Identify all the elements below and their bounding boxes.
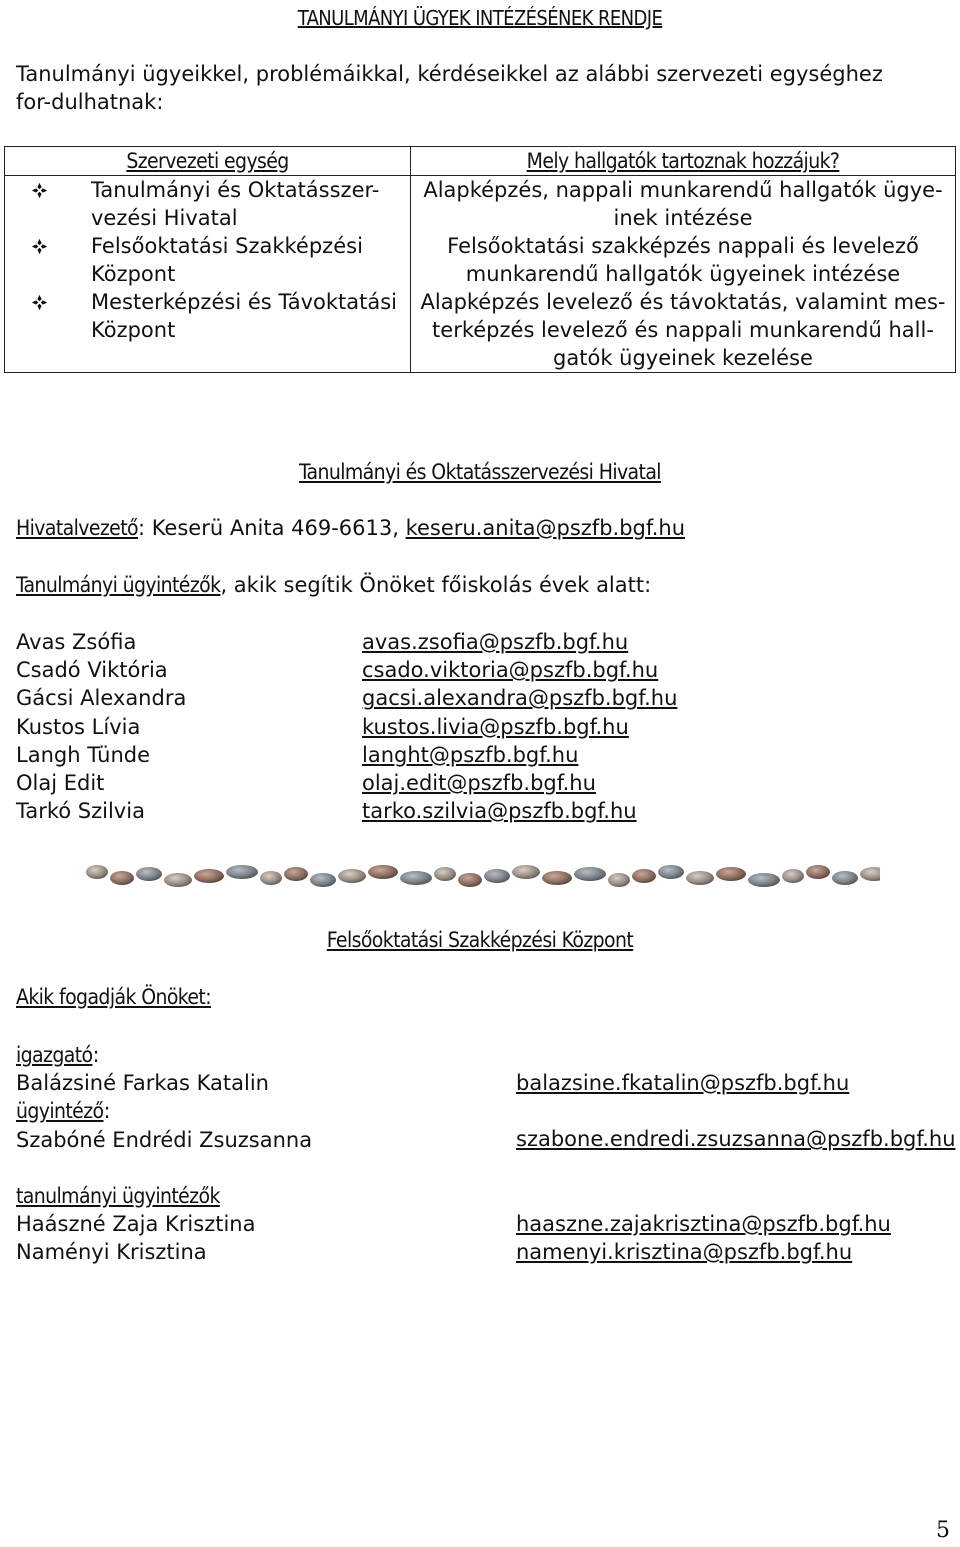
email-link[interactable]: namenyi.krisztina@pszfb.bgf.hu bbox=[516, 1240, 853, 1265]
head-label: Hivatalvezető bbox=[16, 516, 138, 540]
email-link[interactable]: langht@pszfb.bgf.hu bbox=[362, 742, 579, 767]
email-link[interactable]: olaj.edit@pszfb.bgf.hu bbox=[362, 771, 596, 796]
unit-name: Mesterképzési és Távoktatási Központ bbox=[91, 290, 397, 342]
diamond-bullet-icon bbox=[31, 232, 91, 288]
toh-staff-names bbox=[16, 628, 186, 825]
stone bbox=[400, 871, 432, 885]
table-row bbox=[5, 176, 956, 233]
stone bbox=[632, 869, 656, 883]
unit-cell bbox=[5, 288, 411, 373]
table-row bbox=[5, 232, 956, 288]
unit-name: Felsőoktatási Szakképzési Központ bbox=[91, 234, 363, 286]
stone bbox=[110, 871, 134, 885]
page-number: 5 bbox=[936, 1518, 950, 1543]
list-item: Csadó Viktória bbox=[16, 658, 168, 683]
document-title: TANULMÁNYI ÜGYEK INTÉZÉSÉNEK RENDJE bbox=[297, 6, 663, 30]
staff-suffix: , akik segítik Önöket főiskolás évek alatt: bbox=[220, 573, 652, 597]
unit-cell bbox=[5, 232, 411, 288]
table-row bbox=[5, 288, 956, 373]
students-cell: Alapképzés levelező és távoktatás, valamint mes-terképzés levelező és nappali munkarendű hall-gatók ügyeinek kezelése bbox=[411, 288, 956, 373]
students-cell: Alapképzés, nappali munkarendű hallgatók ügye-inek intézése bbox=[411, 176, 956, 233]
head-email-link[interactable]: keseru.anita@pszfb.bgf.hu bbox=[405, 516, 686, 540]
stone bbox=[574, 867, 606, 881]
toh-title: Tanulmányi és Oktatásszervezési Hivatal bbox=[299, 460, 661, 484]
stone bbox=[136, 867, 162, 881]
colon: : bbox=[92, 1043, 100, 1067]
stone bbox=[194, 869, 224, 883]
stone bbox=[368, 865, 398, 879]
fszk-title: Felsőoktatási Szakképzési Központ bbox=[326, 928, 634, 952]
stone bbox=[434, 867, 456, 881]
diamond-bullet-icon bbox=[31, 288, 91, 344]
stone bbox=[806, 865, 830, 879]
diamond-bullet-icon bbox=[31, 176, 91, 232]
email-link[interactable]: gacsi.alexandra@pszfb.bgf.hu bbox=[362, 686, 678, 711]
head-value: : Keserü Anita 469-6613, bbox=[137, 516, 406, 540]
email-link[interactable]: kustos.livia@pszfb.bgf.hu bbox=[362, 714, 629, 739]
stone bbox=[338, 869, 366, 883]
stone bbox=[860, 867, 880, 881]
table-header-row bbox=[5, 147, 956, 176]
students-cell: Felsőoktatási szakképzés nappali és levelező munkarendű hallgatók ügyeinek intézése bbox=[411, 232, 956, 288]
email-link[interactable]: tarko.szilvia@pszfb.bgf.hu bbox=[362, 799, 637, 824]
stone bbox=[164, 873, 192, 887]
header-students: Mely hallgatók tartoznak hozzájuk? bbox=[411, 147, 956, 176]
stone bbox=[226, 865, 258, 879]
stone bbox=[310, 873, 336, 887]
director-email-link[interactable]: balazsine.fkatalin@pszfb.bgf.hu bbox=[516, 1071, 850, 1095]
intro-text: Tanulmányi ügyeikkel, problémáikkal, kérdéseikkel az alábbi szervezeti egységhez for-dulhatnak: bbox=[16, 62, 883, 114]
stone bbox=[748, 873, 780, 887]
clerk-name: Szabóné Endrédi Zsuzsanna bbox=[16, 1127, 313, 1152]
stone bbox=[658, 865, 684, 879]
list-item: Naményi Krisztina bbox=[16, 1240, 207, 1265]
stone bbox=[608, 873, 630, 887]
email-link[interactable]: csado.viktoria@pszfb.bgf.hu bbox=[362, 658, 659, 683]
list-item: Tarkó Szilvia bbox=[16, 799, 145, 824]
fszk-contacts bbox=[16, 1041, 312, 1154]
header-unit: Szervezeti egység bbox=[5, 147, 411, 176]
email-link[interactable]: avas.zsofia@pszfb.bgf.hu bbox=[362, 630, 629, 654]
staff-label: Tanulmányi ügyintézők bbox=[16, 573, 221, 597]
fszk-contact-emails bbox=[516, 1069, 956, 1154]
email-link[interactable]: haaszne.zajakrisztina@pszfb.bgf.hu bbox=[516, 1212, 891, 1236]
list-item: Gácsi Alexandra bbox=[16, 686, 187, 711]
toh-staff-emails bbox=[362, 628, 677, 825]
list-item: Kustos Lívia bbox=[16, 714, 141, 739]
unit-cell bbox=[5, 176, 411, 233]
fszk-staff bbox=[16, 1182, 255, 1267]
stone bbox=[686, 871, 714, 885]
director-name: Balázsiné Farkas Katalin bbox=[16, 1071, 269, 1096]
stone bbox=[512, 865, 540, 879]
director-label: igazgató bbox=[16, 1043, 93, 1067]
stone bbox=[542, 871, 572, 885]
list-item: Avas Zsófia bbox=[16, 630, 137, 654]
list-item: Haászné Zaja Krisztina bbox=[16, 1212, 256, 1237]
clerk-email-link[interactable]: szabone.endredi.zsuzsanna@pszfb.bgf.hu bbox=[516, 1127, 956, 1152]
list-item: Langh Tünde bbox=[16, 742, 151, 767]
stone bbox=[284, 867, 308, 881]
stone-divider bbox=[80, 852, 880, 900]
unit-name: Tanulmányi és Oktatásszer-vezési Hivatal bbox=[91, 178, 380, 230]
stone bbox=[260, 871, 282, 885]
fszk-staff-label: tanulmányi ügyintézők bbox=[16, 1184, 220, 1208]
stone bbox=[86, 865, 108, 879]
colon: : bbox=[103, 1099, 111, 1124]
toh-head-line bbox=[16, 516, 685, 540]
stone bbox=[458, 873, 482, 887]
clerk-label: ügyintéző bbox=[16, 1099, 104, 1124]
receive-label: Akik fogadják Önöket: bbox=[16, 985, 211, 1009]
fszk-staff-emails bbox=[516, 1210, 891, 1266]
stone bbox=[782, 869, 804, 883]
stone bbox=[832, 871, 858, 885]
toh-staff-line bbox=[16, 573, 651, 597]
stone bbox=[484, 869, 510, 883]
list-item: Olaj Edit bbox=[16, 771, 105, 796]
units-table bbox=[4, 146, 956, 373]
stone bbox=[716, 867, 746, 881]
